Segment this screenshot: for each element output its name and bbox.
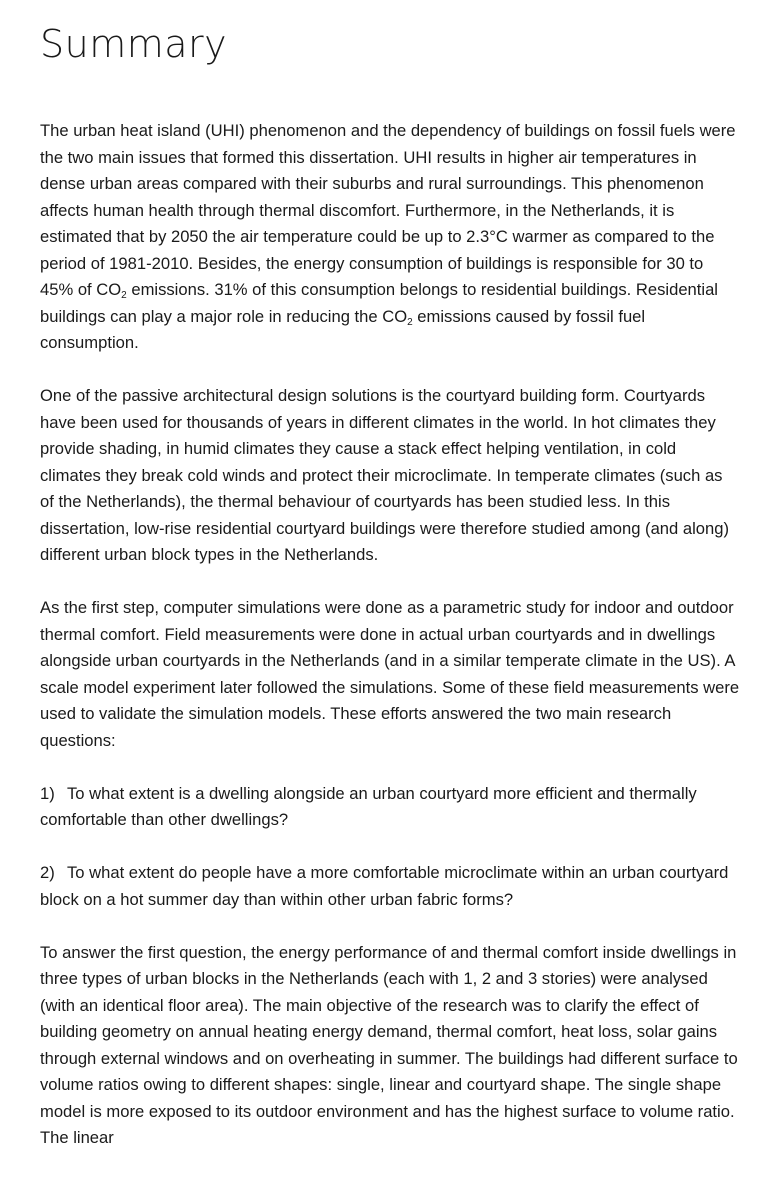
question-number: 2) <box>40 863 55 882</box>
paragraph-uhi-part-2: emissions. 31% of this consumption belongs to residential buildings. Residential buildings can play a major role in reducing the CO <box>40 280 718 326</box>
document-page <box>40 18 740 1147</box>
research-question-2 <box>40 860 740 913</box>
subscript-2: 2 <box>121 290 127 301</box>
paragraph-uhi-part-3: emissions caused by fossil fuel consumption. <box>40 306 646 352</box>
paragraph-uhi-part-1: The urban heat island (UHI) phenomenon and the dependency of buildings on fossil fuels were the two main issues that formed this dissertation. UHI results in higher air temperatures in dense urban areas compared with their suburbs and rural surroundings. This phenomenon affects human health through thermal discomfort. Furthermore, in the Netherlands, it is estimated that by 2050 the air temperature could be up to 2.3°C warmer as compared to the period of 1981-2010. Besides, the energy consumption of buildings is responsible for 30 to 45% of CO <box>40 121 736 299</box>
paragraph-courtyard: One of the passive architectural design solutions is the courtyard building form. Courtyards have been used for thousands of years in different climates in the world. In hot climates they provide shading, in humid climates they cause a stack effect helping ventilation, in cold climates they break cold winds and protect their microclimate. In temperate climates (such as of the Netherlands), the thermal behaviour of courtyards has been studied less. In this dissertation, low-rise residential courtyard buildings were therefore studied among (and along) different urban block types in the Netherlands. <box>40 386 730 564</box>
question-text: To what extent is a dwelling alongside an urban courtyard more efficient and thermally comfortable than other dwellings? <box>40 783 697 829</box>
page-title: Summary <box>40 22 228 66</box>
question-number: 1) <box>40 783 55 803</box>
subscript-2: 2 <box>407 316 413 328</box>
paragraph-uhi <box>40 118 740 357</box>
summary-body <box>40 118 740 1178</box>
research-question-1 <box>40 781 740 834</box>
paragraph-first-question: To answer the first question, the energy performance of and thermal comfort inside dwellings in three types of urban blocks in the Netherlands (each with 1, 2 and 3 stories) were analysed (with an identical floor area). The main objective of the research was to clarify the effect of building geometry on annual heating energy demand, thermal comfort, heat loss, solar gains through external windows and on overheating in summer. The buildings had different surface to volume ratios owing to different shapes: single, linear and courtyard shape. The single shape model is more exposed to its outdoor environment and has the highest surface to volume ratio. The linear <box>40 942 738 1147</box>
question-text: To what extent do people have a more comfortable microclimate within an urban courtyard block on a hot summer day than within other urban fabric forms? <box>40 863 729 909</box>
paragraph-methods: As the first step, computer simulations were done as a parametric study for indoor and outdoor thermal comfort. Field measurements were done in actual urban courtyards and in dwellings alongside urban courtyards in the Netherlands (and in a similar temperate climate in the US). A scale model experiment later followed the simulations. Some of these field measurements were used to validate the simulation models. These efforts answered the two main research questions: <box>40 598 740 750</box>
